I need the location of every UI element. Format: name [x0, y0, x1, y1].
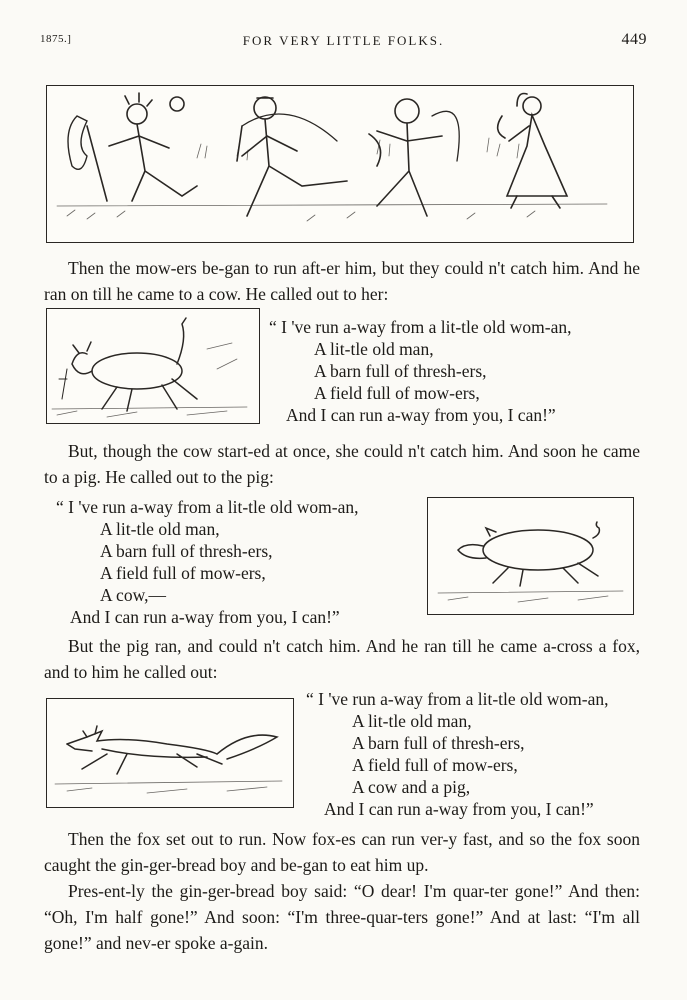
verse-line: A cow and a pig, — [352, 777, 471, 797]
mower-three — [369, 99, 459, 216]
verse-line: A lit-tle old man, — [100, 519, 220, 539]
paragraph-mowers: Then the mow-ers be-gan to run aft-er him, but they could n't catch him. And he ran on till he came to a cow. He called out to her: — [44, 258, 640, 304]
verse-line: A field full of mow-ers, — [352, 755, 518, 775]
verse-line: “ I 've run a-way from a lit-tle old wom-an, — [306, 689, 609, 709]
verse-line: A barn full of thresh-ers, — [352, 733, 525, 753]
paragraph-cow: But, though the cow start-ed at once, she could n't catch him. And soon he came to a pig. He called out to the pig: — [44, 441, 640, 487]
verse-line: And I can run a-way from you, I can!” — [70, 607, 340, 627]
running-mowers-illustration — [46, 85, 634, 243]
mower-one — [68, 93, 197, 201]
running-fox-illustration — [46, 698, 294, 808]
verse-line: And I can run a-way from you, I can!” — [286, 405, 556, 425]
old-woman — [498, 94, 567, 209]
paragraph-pig: But the pig ran, and could n't catch him. And he ran till he came a-cross a fox, and to him he called out: — [44, 636, 640, 682]
page-number: 449 — [621, 31, 647, 48]
paragraph-fox: Then the fox set out to run. Now fox-es can run ver-y fast, and so the fox soon caught the gin-ger-bread boy and be-gan to eat him up. — [44, 829, 640, 875]
running-head: FOR VERY LITTLE FOLKS. — [242, 33, 445, 48]
running-cow-illustration — [46, 308, 260, 424]
header-year: 1875.] — [40, 33, 72, 45]
verse-line: A lit-tle old man, — [314, 339, 434, 359]
paragraph-ending: Pres-ent-ly the gin-ger-bread boy said: “O dear! I'm quar-ter gone!” And then: “Oh, I'm half gone!” And soon: “I'm three-quar-ters gone!” And at last: “I'm all gone!” and nev-er spoke a-gain. — [44, 881, 640, 953]
verse-line: “ I 've run a-way from a lit-tle old wom-an, — [269, 317, 572, 337]
verse-line: A barn full of thresh-ers, — [100, 541, 273, 561]
verse-line: A barn full of thresh-ers, — [314, 361, 487, 381]
verse-line: “ I 've run a-way from a lit-tle old wom-an, — [56, 497, 359, 517]
verse-line: A field full of mow-ers, — [100, 563, 266, 583]
verse-line: A cow,— — [100, 585, 166, 605]
verse-line: And I can run a-way from you, I can!” — [324, 799, 594, 819]
mower-two — [237, 97, 347, 216]
verse-line: A field full of mow-ers, — [314, 383, 480, 403]
verse-line: A lit-tle old man, — [352, 711, 472, 731]
running-pig-illustration — [427, 497, 634, 615]
